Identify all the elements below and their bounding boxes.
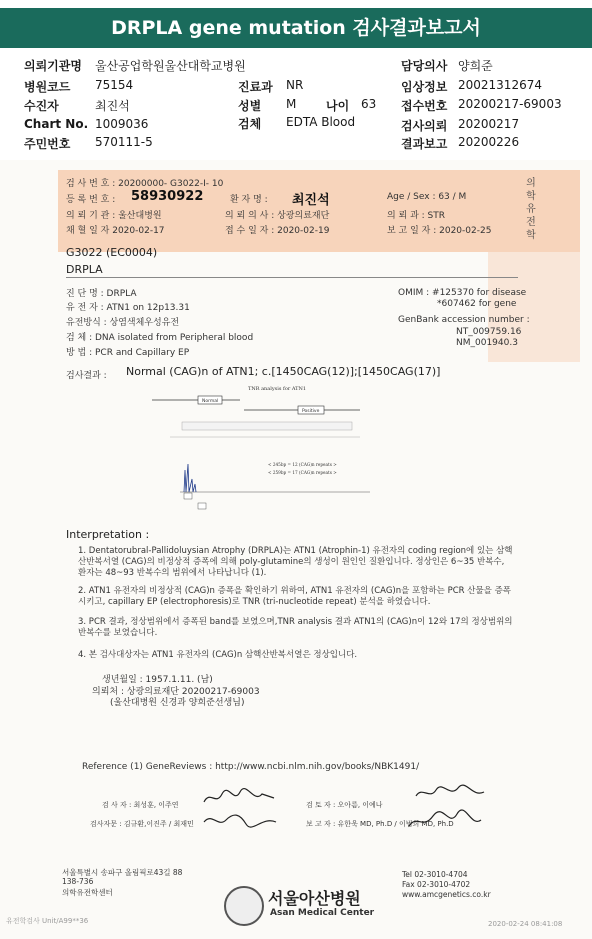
specimen-value: EDTA Blood	[286, 115, 356, 129]
fig-normal-label: Normal	[202, 399, 219, 404]
patient-name-value: 최진석	[292, 193, 330, 208]
divider	[66, 277, 518, 278]
patient-value: 최진석	[95, 99, 130, 113]
request-label: 검사의뢰	[401, 119, 448, 133]
interp-p1: 1. Dentatorubral-Pallidoluysian Atrophy (DRPLA)는 ATN1 (Atrophin-1) 유전자의 coding region에 있는 삼핵산반복서열 (CAG)의 비정상적 증폭에 의해 poly-glutamine의 생성이 원인인 질환입니다. 정상인은 6~35 반복수, 환자는 48~93 반복수의 범위에서 나타납니다 (1).	[78, 546, 513, 578]
doctor-label: 담당의사	[401, 59, 448, 73]
result-value: Normal (CAG)n of ATN1; c.[1450CAG(12)];[1450CAG(17)]	[126, 365, 441, 378]
report-title: DRPLA gene mutation 검사결과보고서	[0, 8, 592, 48]
rrn-label: 주민번호	[24, 137, 71, 151]
omim: OMIM : #125370 for disease	[398, 288, 527, 298]
code: G3022 (EC0004)	[66, 246, 158, 259]
hospital-name-en: Asan Medical Center	[270, 908, 375, 918]
interp-p3: 3. PCR 결과, 정상범위에서 증폭된 band를 보였으며,TNR analysis 결과 ATN1의 (CAG)n이 12와 17의 정상범위의 반복수를 보였습니다.	[78, 617, 513, 638]
hospital-code-value: 75154	[95, 78, 134, 92]
interp-p4: 4. 본 검사대상자는 ATN1 유전자의 (CAG)n 삼핵산반복서열은 정상입니다.	[78, 650, 358, 660]
result-label: 검사결과 :	[66, 371, 107, 381]
fig-annotation-2: < 259bp = 17 (CAG)n repeats >	[268, 470, 337, 475]
sex-label: 성별	[238, 99, 262, 113]
patient-info-block	[0, 48, 592, 158]
req-dept: 의 뢰 과 : STR	[387, 211, 446, 221]
nt-accession: NT_009759.16	[456, 327, 522, 337]
age-value: 63	[361, 97, 377, 111]
institution-value: 울산공업학원울산대학교병원	[95, 59, 246, 73]
drpla-heading: DRPLA	[66, 263, 103, 276]
report-value: 20200226	[458, 135, 520, 149]
collect-date: 채 혈 일 자 2020-02-17	[66, 226, 165, 236]
hospital-logo	[224, 886, 264, 926]
fig-title: TNR analysis for ATN1	[248, 386, 307, 392]
test-no: 검 사 번 호 : 20200000- G3022-I- 10	[66, 179, 224, 189]
zip: 138-736	[62, 877, 94, 886]
advisor: 검사자문 : 김규환,이진주 / 최재민	[90, 820, 194, 828]
tnr-figure	[140, 384, 400, 514]
requester: 의뢰처 : 상광의료재단 20200217-69003	[92, 687, 260, 697]
clinical-value: 20021312674	[458, 78, 542, 92]
requester-detail: (울산대병원 신경과 양희준선생님)	[110, 698, 245, 708]
method: 방 법 : PCR and Capillary EP	[66, 348, 190, 358]
receipt-no-label: 접수번호	[401, 99, 448, 113]
report-label: 결과보고	[401, 137, 448, 151]
age-sex: Age / Sex : 63 / M	[387, 192, 467, 202]
hospital-code-label: 병원코드	[24, 80, 71, 94]
request-value: 20200217	[458, 117, 520, 131]
gene: 유 전 자 : ATN1 on 12p13.31	[66, 303, 190, 313]
dept-value: NR	[286, 78, 304, 92]
footer-left: 유전학검사 Unit/A99**36	[6, 917, 89, 925]
hospital-name: 서울아산병원	[268, 889, 361, 908]
doctor-value: 양희준	[458, 59, 493, 73]
signature-advisor	[200, 810, 280, 832]
chart-value: 1009036	[95, 117, 149, 131]
tel: Tel 02-3010-4704	[402, 870, 468, 879]
institution-label: 의뢰기관명	[24, 59, 82, 73]
clinical-label: 임상정보	[401, 80, 448, 94]
patient-name-label: 환 자 명 :	[230, 195, 268, 205]
age-label: 나이	[326, 99, 350, 113]
dept-label: 진료과	[238, 80, 273, 94]
tester: 검 사 자 : 최성훈, 이주연	[102, 801, 179, 809]
receipt-no-value: 20200217-69003	[458, 97, 562, 111]
reference: Reference (1) GeneReviews : http://www.ncbi.nlm.nih.gov/books/NBK1491/	[82, 762, 420, 772]
specimen-label: 검체	[238, 117, 262, 131]
fig-annotation-1: < 245bp = 12 (CAG)n repeats >	[268, 462, 337, 467]
patient-label: 수진자	[24, 99, 59, 113]
chart-label: Chart No.	[24, 117, 89, 131]
signature-reporter	[405, 808, 485, 834]
birth: 생년월일 : 1957.1.11. (남)	[102, 675, 213, 685]
nm-accession: NM_001940.3	[456, 338, 518, 348]
side-label: 의학유전학	[526, 178, 536, 241]
req-doc: 의 뢰 의 사 : 상광의료재단	[225, 211, 330, 221]
signature-tester	[200, 786, 280, 808]
fig-positive-label: Positive	[302, 409, 320, 414]
req-inst: 의 뢰 기 관 : 울산대병원	[66, 211, 162, 221]
sex-value: M	[286, 97, 297, 111]
reg-no-label: 등 록 번 호 :	[66, 195, 116, 205]
inheritance: 유전방식 : 상염색체우성유전	[66, 318, 180, 328]
footer-timestamp: 2020-02-24 08:41:08	[488, 920, 563, 928]
website: www.amcgenetics.co.kr	[402, 890, 491, 899]
interpretation-title: Interpretation :	[66, 528, 150, 541]
fax: Fax 02-3010-4702	[402, 880, 471, 889]
center: 의학유전학센터	[62, 888, 113, 897]
signature-reviewer	[412, 782, 488, 804]
diagnosis: 진 단 명 : DRPLA	[66, 289, 137, 299]
receive-date: 접 수 일 자 : 2020-02-19	[225, 226, 330, 236]
interp-p2: 2. ATN1 유전자의 비정상적 (CAG)n 증폭을 확인하기 위하여, ATN1 유전자의 (CAG)n을 포함하는 PCR 산물을 증폭시키고, capillary EP (electrophoresis)로 TNR (tri-nucleotide repeat) 분석을 하였습니다.	[78, 586, 511, 607]
reg-no-value: 58930922	[131, 189, 204, 204]
report-date: 보 고 일 자 : 2020-02-25	[387, 226, 492, 236]
reviewer: 검 토 자 : 오아름, 이예나	[306, 801, 383, 809]
genbank: GenBank accession number :	[398, 315, 530, 325]
omim-gene: *607462 for gene	[437, 299, 517, 309]
reporter: 보 고 자 : 유한욱 MD, Ph.D / 이범희 MD, Ph.D	[306, 820, 454, 828]
rrn-value: 570111-5	[95, 135, 153, 149]
address: 서울특별시 송파구 올림픽로43길 88	[62, 868, 183, 877]
specimen: 검 체 : DNA isolated from Peripheral blood	[66, 333, 254, 343]
